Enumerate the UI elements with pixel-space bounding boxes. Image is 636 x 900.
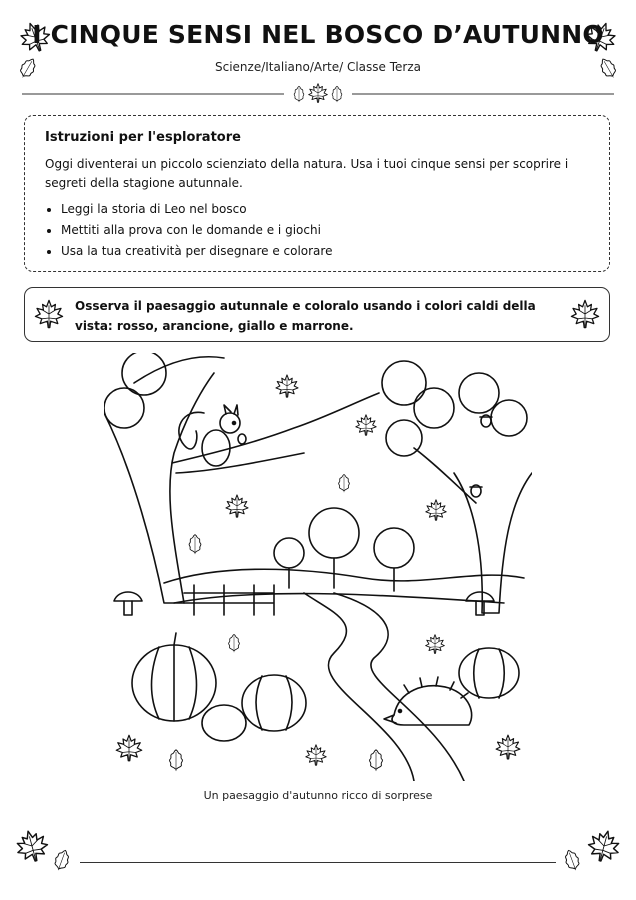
task-text: Osserva il paesaggio autunnale e coloralo usando i colori caldi della vista: rosso, arancione, giallo e marrone. (75, 299, 536, 333)
instructions-intro: Oggi diventerai un piccolo scienziato della natura. Usa i tuoi cinque sensi per scoprire i segreti della stagione autunnale. (45, 157, 569, 190)
acorn-icon (470, 415, 492, 497)
autumn-landscape-illustration (104, 353, 532, 781)
maple-leaf-icon (569, 298, 601, 330)
instructions-heading: Istruzioni per l'esploratore (45, 130, 241, 145)
hedgehog-icon (384, 677, 472, 725)
maple-leaf-icon (557, 845, 588, 876)
page-subtitle: Scienze/Italiano/Arte/ Classe Terza (215, 60, 421, 74)
instructions-list (45, 199, 589, 262)
task-box (24, 287, 610, 342)
squirrel-icon (179, 405, 246, 466)
instructions-box (24, 115, 610, 272)
maple-leaf-icon (582, 824, 626, 868)
page-title: I CINQUE SENSI NEL BOSCO D’AUTUNNO (32, 20, 604, 49)
list-item: • Mettiti alla prova con le domande e i giochi (61, 220, 589, 241)
footer-divider (80, 862, 556, 863)
list-item: • Leggi la storia di Leo nel bosco (61, 199, 589, 220)
maple-leaf-icon (33, 298, 65, 330)
header-divider (22, 82, 614, 106)
list-item: • Usa la tua creatività per disegnare e colorare (61, 241, 589, 262)
figure-caption: Un paesaggio d'autunno ricco di sorprese (203, 789, 433, 802)
